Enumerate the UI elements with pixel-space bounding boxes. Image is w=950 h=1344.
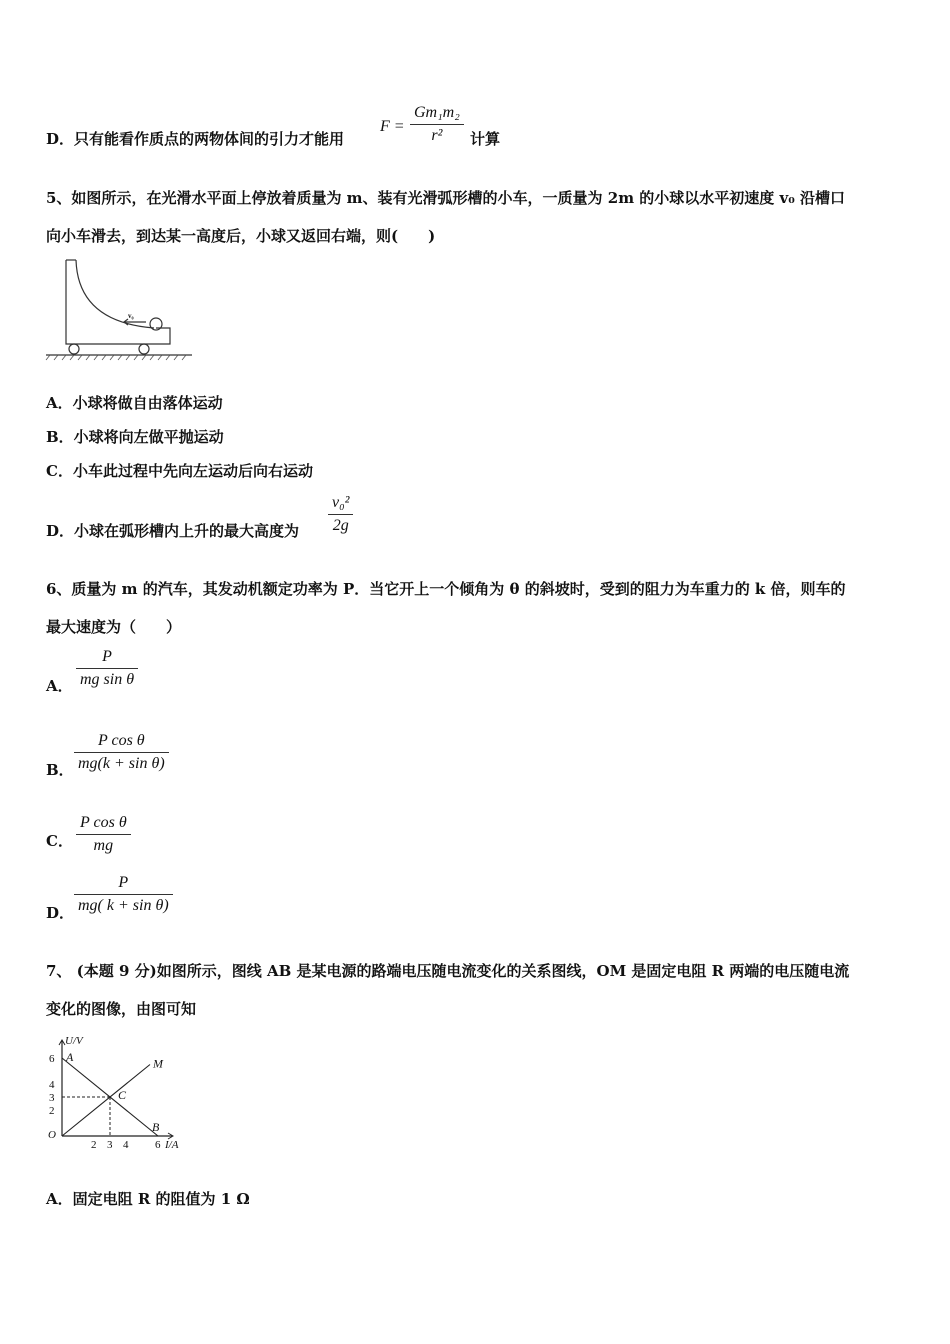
q6-stem-line2: 最大速度为（ ） [46, 618, 182, 636]
q4-formula-num: Gm₁m₂ [414, 104, 460, 121]
origin-label: O [48, 1129, 56, 1141]
q6-option-d-num: P [118, 874, 129, 891]
q5-option-d-den: 2g [332, 517, 349, 534]
x-tick-label-3: 3 [107, 1139, 113, 1151]
q6-option-c-fraction [76, 814, 131, 855]
q5-option-b: B．小球将向左做平抛运动 [46, 428, 224, 446]
q6-option-c-num: P cos θ [80, 814, 127, 831]
q6-stem-line1: 6、质量为 m 的汽车，其发动机额定功率为 P．当它开上一个倾角为 θ 的斜坡时，受到的阻力为车重力的 k 倍，则车的 [46, 580, 846, 598]
q5-option-a: A．小球将做自由落体运动 [46, 394, 223, 412]
q6-option-d-label: D． [46, 904, 75, 922]
x-axis-label: I/A [165, 1139, 179, 1151]
q6-option-d-den: mg( k + sin θ) [78, 897, 169, 914]
point-label-m: M [153, 1056, 163, 1071]
q6-option-a-fraction [76, 648, 138, 689]
q4-option-d-suffix: 计算 [470, 130, 501, 148]
q6-option-c-label: C． [46, 832, 73, 850]
q6-option-b-num: P cos θ [97, 732, 145, 749]
q7-stem-line1: 7、 (本题 9 分)如图所示，图线 AB 是某电源的路端电压随电流变化的关系图线，OM 是固定电阻 R 两端的电压随电流 [46, 962, 850, 980]
y-tick-label-2: 2 [49, 1105, 55, 1117]
q6-option-b-den: mg(k + sin θ) [78, 755, 165, 772]
q7-chart [42, 1026, 202, 1156]
q4-formula-den: r² [431, 127, 443, 144]
point-label-b: B [152, 1120, 160, 1134]
q5-option-d-fraction [328, 494, 353, 535]
x-tick-label-4: 4 [123, 1139, 129, 1151]
q6-option-b-fraction [74, 732, 169, 773]
x-tick-label-6: 6 [155, 1139, 161, 1151]
y-axis-label: U/V [65, 1035, 83, 1047]
y-tick-label-6: 6 [49, 1053, 55, 1065]
q7-stem-line2: 变化的图像，由图可知 [46, 1000, 197, 1018]
q6-option-a-num: P [102, 648, 112, 665]
q4-formula-fraction [410, 104, 464, 145]
q5-stem-line2: 向小车滑去，到达某一高度后，小球又返回右端，则( ) [46, 227, 436, 245]
q6-option-a-den: mg sin θ [80, 671, 135, 688]
q5-option-d: D．小球在弧形槽内上升的最大高度为 [46, 522, 300, 540]
q4-option-d-text: D．只有能看作质点的两物体间的引力才能用 [46, 130, 345, 148]
q5-figure-v0-label: v₀ [128, 312, 134, 320]
q4-formula-lhs: F = [380, 118, 405, 135]
y-tick-label-3: 3 [49, 1092, 55, 1104]
series-line-om [62, 1065, 150, 1137]
q5-cart-figure [44, 256, 194, 362]
q4-option-d [46, 128, 344, 149]
q6-option-b-label: B． [46, 761, 74, 779]
q6-option-a-label: A． [46, 677, 73, 695]
y-tick-label-4: 4 [49, 1079, 55, 1091]
q6-option-c-den: mg [93, 837, 114, 854]
q5-option-c: C．小车此过程中先向左运动后向右运动 [46, 462, 313, 480]
q6-option-d-fraction [74, 874, 173, 915]
q5-option-d-num: v₀² [332, 494, 350, 511]
point-label-c: C [118, 1088, 127, 1102]
q7-option-a: A．固定电阻 R 的阻值为 1 Ω [46, 1190, 250, 1208]
x-tick-label-2: 2 [91, 1139, 97, 1151]
point-label-a: A [66, 1050, 74, 1064]
q5-stem-line1: 5、如图所示，在光滑水平面上停放着质量为 m、装有光滑弧形槽的小车，一质量为 2m 的小球以水平初速度 v₀ 沿槽口 [46, 189, 846, 207]
